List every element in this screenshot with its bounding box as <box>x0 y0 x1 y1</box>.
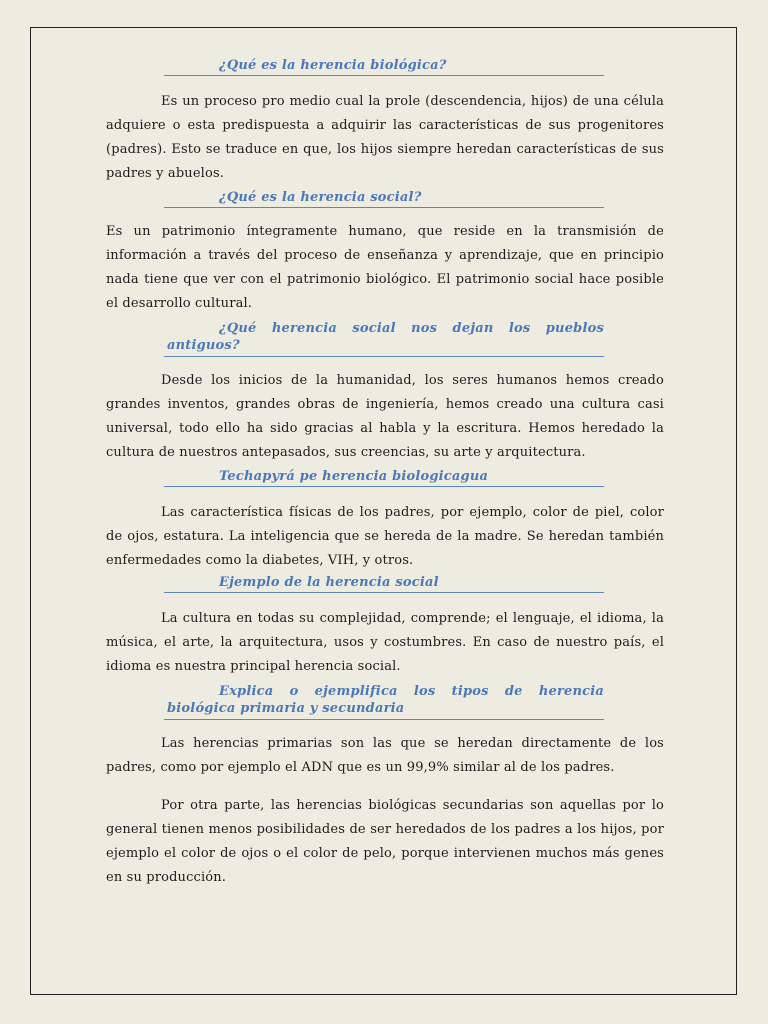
section-heading-ejemplo-herencia-social: Ejemplo de la herencia social <box>164 575 604 593</box>
section-heading-tipos-herencia <box>164 683 604 720</box>
heading-line: Explica o ejemplifica los tipos de herencia <box>219 684 604 699</box>
paragraph: Las herencias primarias son las que se heredan directamente de los padres, como por ejemplo el ADN que es un 99,9% similar al de los padres. <box>106 736 664 775</box>
paragraph: La cultura en todas su complejidad, comprende; el lenguaje, el idioma, la música, el arte, la arquitectura, usos y costumbres. En caso de nuestro país, el idioma es nuestra principal herencia social. <box>106 611 664 674</box>
document-page <box>30 27 737 995</box>
section-heading-herencia-social: ¿Qué es la herencia social? <box>164 190 604 208</box>
heading-line: biológica primaria y secundaria <box>167 701 405 716</box>
paragraph: Es un patrimonio íntegramente humano, que reside en la transmisión de información a través del proceso de enseñanza y aprendizaje, que en principio nada tiene que ver con el patrimonio biológico. El patrimonio social hace posible el desarrollo cultural. <box>106 224 664 311</box>
paragraph: Las característica físicas de los padres, por ejemplo, color de piel, color de ojos, estatura. La inteligencia que se hereda de la madre. Se heredan también enfermedades como la diabetes, VIH, y otros. <box>106 505 664 568</box>
section-heading-herencia-biologica: ¿Qué es la herencia biológica? <box>164 58 604 76</box>
heading-line: ¿Qué herencia social nos dejan los pueblos <box>219 321 604 336</box>
section-heading-techapyra: Techapyrá pe herencia biologicagua <box>164 469 604 487</box>
heading-line: antiguos? <box>167 338 240 353</box>
section-heading-pueblos-antiguos <box>164 320 604 357</box>
paragraph: Es un proceso pro medio cual la prole (descendencia, hijos) de una célula adquiere o esta predispuesta a adquirir las características de sus progenitores (padres). Esto se traduce en que, los hijos siempre heredan características de sus padres y abuelos. <box>106 94 664 181</box>
document-content <box>106 58 664 890</box>
paragraph: Desde los inicios de la humanidad, los seres humanos hemos creado grandes inventos, grandes obras de ingeniería, hemos creado una cultura casi universal, todo ello ha sido gracias al habla y la escritura. Hemos heredado la cultura de nuestros antepasados, sus creencias, su arte y arquitectura. <box>106 373 664 460</box>
paragraph: Por otra parte, las herencias biológicas secundarias son aquellas por lo general tienen menos posibilidades de ser heredados de los padres a los hijos, por ejemplo el color de ojos o el color de pelo, porque intervienen muchos más genes en su producción. <box>106 798 664 885</box>
